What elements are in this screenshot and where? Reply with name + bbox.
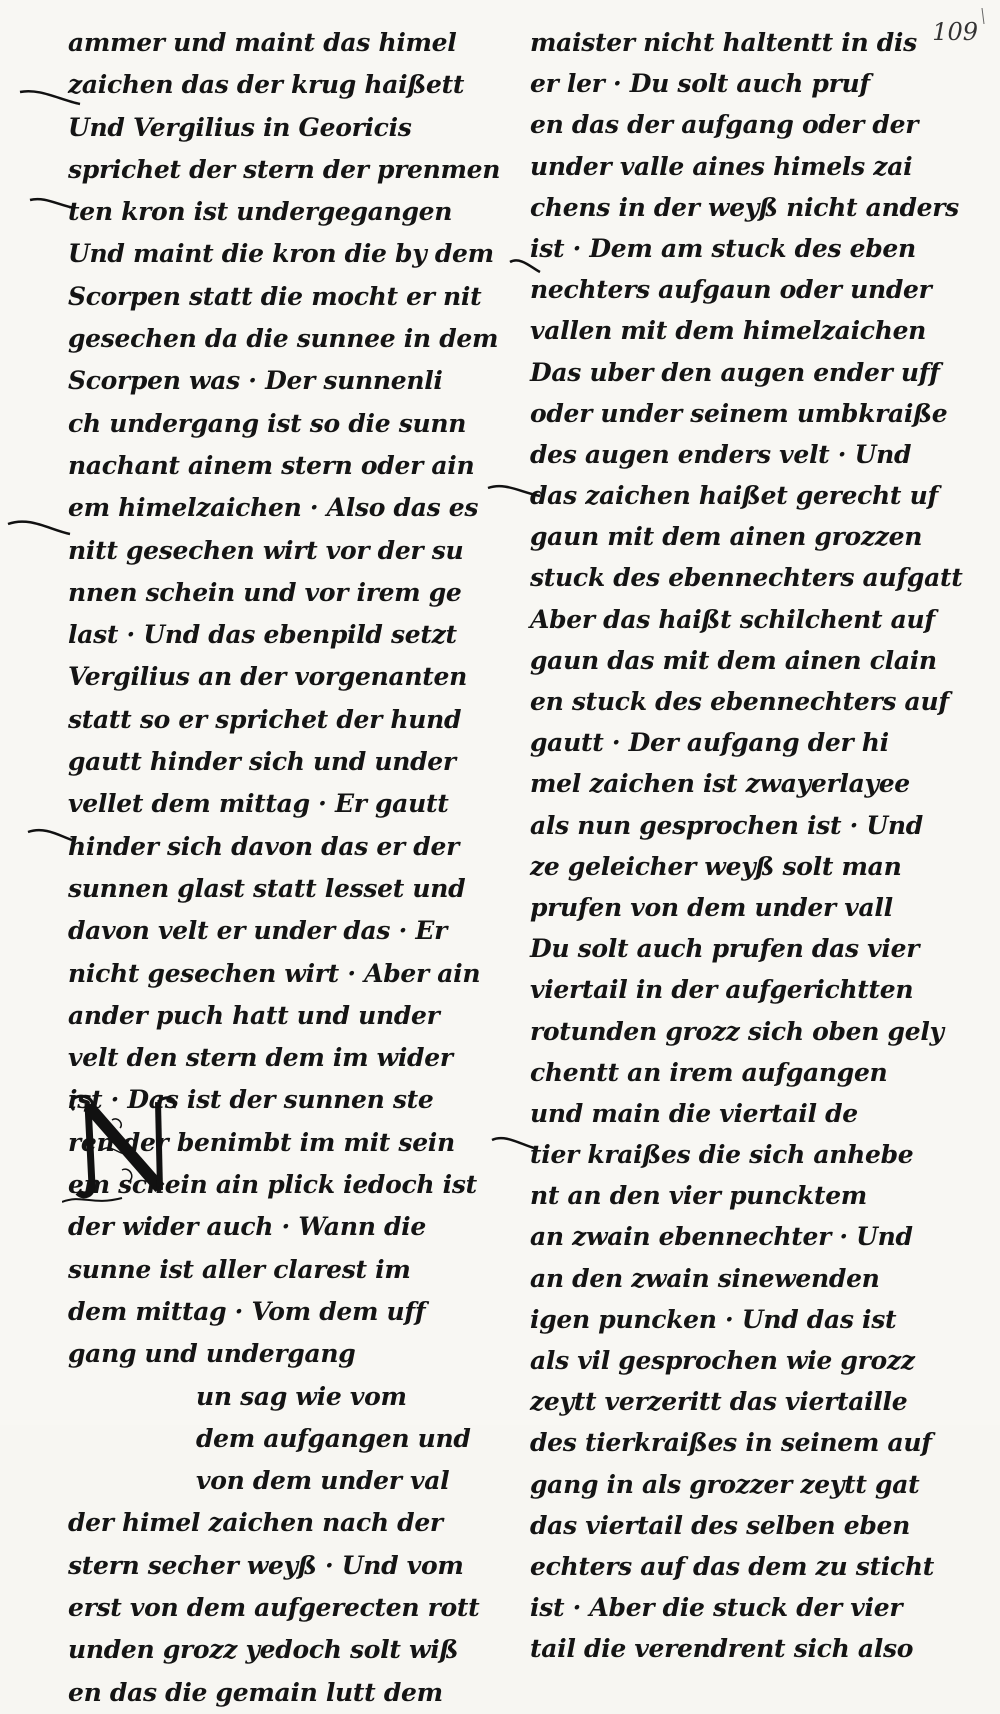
text-line: davon velt er under das · Er xyxy=(68,916,448,946)
text-line: sunnen glast statt lesset und xyxy=(68,873,466,903)
text-line: echters auf das dem zu sticht xyxy=(530,1551,934,1581)
text-line: Du solt auch prufen das vier xyxy=(530,934,920,964)
text-line: ze geleicher weyß solt man xyxy=(530,851,902,881)
text-line: prufen von dem under vall xyxy=(530,892,893,922)
text-line: nachant ainem stern oder ain xyxy=(68,450,475,480)
text-line: sprichet der stern der prenmen xyxy=(68,154,501,184)
text-line: under valle aines himels zai xyxy=(530,151,913,181)
text-line: viertail in der aufgerichtten xyxy=(530,975,914,1005)
text-line: em schein ain plick iedoch ist xyxy=(68,1170,477,1200)
text-line: gang und undergang xyxy=(68,1339,356,1369)
text-line: nicht gesechen wirt · Aber ain xyxy=(68,958,481,988)
text-line: stuck des ebennechters aufgatt xyxy=(530,563,963,593)
text-line: dem mittag · Vom dem uff xyxy=(68,1296,426,1326)
text-line: stern secher weyß · Und vom xyxy=(68,1550,464,1580)
text-line: nechters aufgaun oder under xyxy=(530,275,932,305)
text-line: Und maint die kron die by dem xyxy=(68,239,494,269)
text-line: ten kron ist undergegangen xyxy=(68,197,453,227)
text-line: maister nicht haltentt in dis xyxy=(530,28,917,57)
text-line: igen puncken · Und das ist xyxy=(530,1304,897,1334)
text-line: tail die verendrent sich also xyxy=(530,1634,914,1664)
text-line: zaichen das der krug haißett xyxy=(68,70,465,100)
text-line: Und Vergilius in Georicis xyxy=(68,112,412,142)
text-line: statt so er sprichet der hund xyxy=(68,704,462,734)
text-line: un sag wie vom xyxy=(196,1381,407,1411)
text-line: ammer und maint das himel xyxy=(68,28,457,57)
text-line: der himel zaichen nach der xyxy=(68,1508,443,1538)
text-line: unden grozz yedoch solt wiß xyxy=(68,1635,459,1665)
text-line: rotunden grozz sich oben gely xyxy=(530,1016,944,1046)
text-line: dem aufgangen und xyxy=(196,1423,471,1453)
text-line: ist · Dem am stuck des eben xyxy=(530,233,916,263)
text-line: last · Und das ebenpild setzt xyxy=(68,620,457,650)
text-line: chens in der weyß nicht anders xyxy=(530,192,959,222)
text-line: von dem under val xyxy=(196,1466,450,1496)
text-line: als nun gesprochen ist · Und xyxy=(530,810,923,840)
text-line: Das uber den augen ender uff xyxy=(530,357,940,387)
text-line: ist · Das ist der sunnen ste xyxy=(68,1085,434,1115)
text-line: Scorpen statt die mocht er nit xyxy=(68,281,482,311)
text-line: en das der aufgang oder der xyxy=(530,110,919,140)
text-line: sunne ist aller clarest im xyxy=(68,1254,411,1284)
text-line: ander puch hatt und under xyxy=(68,1000,440,1030)
folio-number: 109 xyxy=(932,18,978,46)
text-line: gesechen da die sunnee in dem xyxy=(68,324,499,354)
text-line: er ler · Du solt auch pruf xyxy=(530,69,870,99)
text-line: an den zwain sinewenden xyxy=(530,1263,880,1293)
text-line: mel zaichen ist zwayerlayee xyxy=(530,769,910,799)
text-line: gautt hinder sich und under xyxy=(68,747,456,777)
text-line: tier kraißes die sich anhebe xyxy=(530,1140,914,1170)
text-line: nt an den vier puncktem xyxy=(530,1181,867,1211)
initial-letter: N xyxy=(66,1180,67,1181)
text-line: des tierkraißes in seinem auf xyxy=(530,1428,932,1458)
text-line: chentt an irem aufgangen xyxy=(530,1057,888,1087)
text-line: ist · Aber die stuck der vier xyxy=(530,1593,903,1623)
text-line: und main die viertail de xyxy=(530,1098,858,1128)
text-line: das zaichen haißet gerecht uf xyxy=(530,481,938,511)
text-line: zeytt verzeritt das viertaille xyxy=(530,1387,908,1417)
text-line: als vil gesprochen wie grozz xyxy=(530,1346,915,1375)
text-line: das viertail des selben eben xyxy=(530,1510,910,1540)
text-line: Vergilius an der vorgenanten xyxy=(68,662,467,692)
text-line: velt den stern dem im wider xyxy=(68,1043,453,1073)
text-line: Aber das haißt schilchent auf xyxy=(530,604,935,634)
text-line: vallen mit dem himelzaichen xyxy=(530,316,927,346)
text-line: en das die gemain lutt dem xyxy=(68,1677,443,1707)
text-line: ch undergang ist so die sunn xyxy=(68,408,467,438)
text-line: nitt gesechen wirt vor der su xyxy=(68,535,464,565)
text-line: nnen schein und vor irem ge xyxy=(68,577,462,607)
decorated-initial xyxy=(62,1090,192,1210)
text-line: des augen enders velt · Und xyxy=(530,439,912,469)
text-line: gaun mit dem ainen grozzen xyxy=(530,522,923,552)
text-line: en stuck des ebennechters auf xyxy=(530,687,949,716)
text-line: gang in als grozzer zeytt gat xyxy=(530,1469,920,1499)
text-line: Scorpen was · Der sunnenli xyxy=(68,366,443,396)
text-line: em himelzaichen · Also das es xyxy=(68,493,479,523)
text-line: ren der benimbt im mit sein xyxy=(68,1127,455,1157)
text-line: an zwain ebennechter · Und xyxy=(530,1222,913,1252)
text-line: hinder sich davon das er der xyxy=(68,831,459,861)
text-line: vellet dem mittag · Er gautt xyxy=(68,789,449,819)
text-line: erst von dem aufgerecten rott xyxy=(68,1592,480,1622)
text-line: oder under seinem umbkraiße xyxy=(530,398,948,428)
text-line: der wider auch · Wann die xyxy=(68,1212,426,1242)
text-line: gaun das mit dem ainen clain xyxy=(530,645,937,675)
left-text-column xyxy=(68,22,501,1714)
text-line: gautt · Der aufgang der hi xyxy=(530,728,889,758)
